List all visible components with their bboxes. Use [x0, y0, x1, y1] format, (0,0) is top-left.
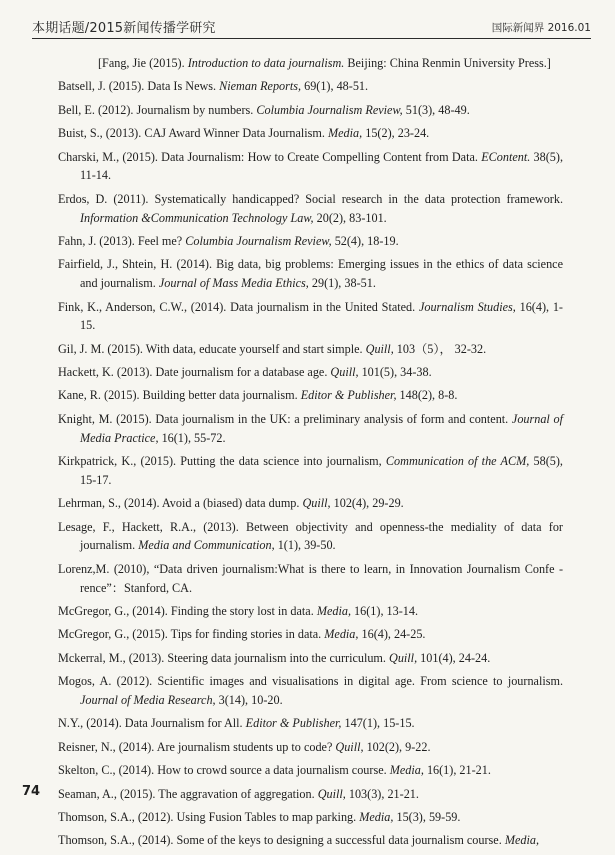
reference-entry — [58, 232, 563, 251]
reference-entry — [58, 298, 563, 336]
reference-volume-pages: 16(1), 13-14. — [351, 604, 419, 619]
reference-entry — [58, 625, 563, 644]
reference-entry — [58, 363, 563, 382]
reference-source-title: Information &Communication Technology Law, — [80, 210, 314, 225]
reference-volume-pages: 148(2), 8-8. — [396, 388, 458, 403]
reference-entry — [58, 148, 563, 186]
reference-entry — [58, 255, 563, 293]
reference-entry — [58, 518, 563, 556]
reference-volume-pages: 20(2), 83-101. — [313, 210, 387, 225]
reference-text: Erdos, D. (2011). Systematically handicapped? Social research in the data protection framework. — [58, 191, 563, 206]
reference-source-title: Editor & Publisher, — [300, 388, 397, 403]
reference-source-title: Quill, — [365, 341, 394, 356]
reference-source-title: Media, — [328, 126, 363, 141]
reference-entry — [58, 761, 563, 780]
reference-text: Lorenz,M. (2010), “Data driven journalism:What is there to learn, in Innovation Journalism Confe -rence”：Stanford, CA. — [58, 561, 563, 595]
reference-text: Fahn, J. (2013). Feel me? — [58, 233, 186, 248]
reference-text: Mogos, A. (2012). Scientific images and visualisations in digital age. From science to journalism. — [58, 674, 563, 689]
reference-text: Reisner, N., (2014). Are journalism students up to code? — [58, 739, 336, 754]
reference-text: Skelton, C., (2014). How to crowd source a data journalism course. — [58, 763, 390, 778]
reference-text: Knight, M. (2015). Data journalism in the UK: a preliminary analysis of form and content. — [58, 411, 512, 426]
reference-entry — [58, 714, 563, 733]
reference-text: N.Y., (2014). Data Journalism for All. — [58, 716, 246, 731]
reference-entry — [58, 672, 563, 710]
reference-source-title: Journal of Mass Media Ethics, — [158, 276, 309, 291]
reference-volume-pages: Beijing: China Renmin University Press.] — [344, 56, 551, 70]
reference-entry — [58, 101, 563, 120]
reference-source-title: Media and Communication, — [138, 538, 275, 553]
reference-source-title: Nieman Reports, — [219, 79, 302, 94]
reference-entry — [58, 494, 563, 513]
reference-entry — [58, 831, 563, 850]
reference-entry — [58, 452, 563, 490]
reference-source-title: EContent. — [481, 149, 531, 164]
reference-text: Kirkpatrick, K., (2015). Putting the data science into journalism, — [58, 454, 386, 469]
reference-entry — [58, 340, 563, 359]
reference-source-title: Quill, — [389, 650, 418, 665]
reference-text: Mckerral, M., (2013). Steering data journalism into the curriculum. — [58, 650, 390, 665]
reference-volume-pages: 16(4), 24-25. — [358, 627, 426, 642]
header-journal-issue: 国际新闻界 2016.01 — [491, 22, 591, 34]
reference-text: Fairfield, J., Shtein, H. (2014). Big data, big problems: Emerging issues in the ethics of data science and journalism. — [58, 257, 563, 291]
reference-entry — [58, 77, 563, 96]
reference-volume-pages: 101(5), 34-38. — [358, 365, 432, 380]
reference-source-title: Media, — [359, 809, 394, 824]
reference-volume-pages: 15(3), 59-59. — [393, 809, 461, 824]
reference-volume-pages: 58(5), 15-17. — [80, 454, 563, 487]
reference-text: McGregor, G., (2014). Finding the story lost in data. — [58, 604, 317, 619]
reference-text: Kane, R. (2015). Building better data journalism. — [58, 388, 301, 403]
reference-entry — [58, 808, 563, 827]
reference-entry — [58, 410, 563, 448]
reference-volume-pages: 1(1), 39-50. — [274, 538, 336, 553]
reference-source-title: Columbia Journalism Review, — [185, 233, 332, 248]
reference-source-title: Media, — [316, 604, 351, 619]
reference-volume-pages: 15(2), 23-24. — [362, 126, 430, 141]
reference-volume-pages: 38(5), 11-14. — [80, 149, 563, 183]
reference-entry — [58, 785, 563, 804]
reference-text: Buist, S., (2013). CAJ Award Winner Data Journalism. — [58, 126, 328, 141]
reference-volume-pages: 16(4), 1-15. — [80, 299, 563, 333]
reference-text: Lesage, F., Hackett, R.A., (2013). Between objectivity and openness-the mediality of data for journalism. — [58, 519, 563, 553]
reference-source-title: Introduction to data journalism. — [187, 56, 345, 70]
reference-text: Hackett, K. (2013). Date journalism for a database age. — [58, 365, 331, 380]
reference-volume-pages: 147(1), 15-15. — [341, 716, 415, 731]
running-header — [32, 10, 591, 39]
reference-text: Bell, E. (2012). Journalism by numbers. — [58, 102, 257, 117]
header-section-title: 本期话题/2015新闻传播学研究 — [32, 21, 216, 36]
reference-volume-pages: 102(4), 29-29. — [330, 496, 404, 511]
reference-text: McGregor, G., (2015). Tips for finding stories in data. — [58, 627, 325, 642]
reference-entry — [58, 124, 563, 143]
reference-source-title: Media, — [389, 763, 424, 778]
reference-source-title: Journalism Studies, — [418, 299, 516, 314]
reference-entry — [58, 738, 563, 757]
reference-text: Batsell, J. (2015). Data Is News. — [58, 79, 220, 94]
reference-source-title: Journal of Media Research, — [80, 692, 216, 707]
reference-source-title: Media, — [504, 833, 539, 848]
reference-volume-pages: 16(1), 21-21. — [423, 763, 491, 778]
reference-text: [Fang, Jie (2015). — [98, 56, 188, 70]
reference-source-title: Columbia Journalism Review, — [256, 102, 403, 117]
reference-text: Thomson, S.A., (2014). Some of the keys to designing a successful data journalism course. — [58, 833, 505, 848]
reference-volume-pages: 69(1), 48-51. — [301, 79, 369, 94]
reference-entry — [58, 54, 563, 73]
reference-text: Seaman, A., (2015). The aggravation of aggregation. — [58, 786, 318, 801]
reference-text: Thomson, S.A., (2012). Using Fusion Tables to map parking. — [58, 809, 360, 824]
reference-text: Charski, M., (2015). Data Journalism: How to Create Compelling Content from Data. — [58, 149, 482, 164]
reference-text: Gil, J. M. (2015). With data, educate yourself and start simple. — [58, 341, 366, 356]
reference-text: Lehrman, S., (2014). Avoid a (biased) data dump. — [58, 496, 303, 511]
reference-volume-pages: 29(1), 38-51. — [308, 276, 376, 291]
reference-volume-pages: 16(1), 55-72. — [158, 430, 226, 445]
reference-entry — [58, 386, 563, 405]
reference-entry — [58, 190, 563, 228]
reference-entry — [58, 649, 563, 668]
reference-volume-pages: 103（5）， 32-32. — [393, 341, 487, 356]
reference-source-title: Quill, — [335, 739, 364, 754]
reference-source-title: Journal of Media Practice, — [80, 411, 563, 445]
reference-source-title: Communication of the ACM, — [385, 454, 530, 469]
reference-volume-pages: 101(4), 24-24. — [417, 650, 491, 665]
reference-volume-pages: 103(3), 21-21. — [345, 786, 419, 801]
reference-entry — [58, 602, 563, 621]
reference-source-title: Media, — [324, 627, 359, 642]
reference-source-title: Quill, — [330, 365, 359, 380]
reference-source-title: Editor & Publisher, — [245, 716, 342, 731]
reference-list — [58, 54, 563, 855]
reference-source-title: Quill, — [317, 786, 346, 801]
reference-text: Fink, K., Anderson, C.W., (2014). Data journalism in the United Stated. — [58, 299, 419, 314]
reference-entry — [58, 560, 563, 598]
page-number: 74 — [22, 784, 41, 799]
reference-source-title: Quill, — [302, 496, 331, 511]
reference-volume-pages: 52(4), 18-19. — [331, 233, 399, 248]
reference-volume-pages: 3(14), 10-20. — [215, 692, 283, 707]
reference-volume-pages: 102(2), 9-22. — [363, 739, 431, 754]
reference-volume-pages: 51(3), 48-49. — [402, 102, 470, 117]
